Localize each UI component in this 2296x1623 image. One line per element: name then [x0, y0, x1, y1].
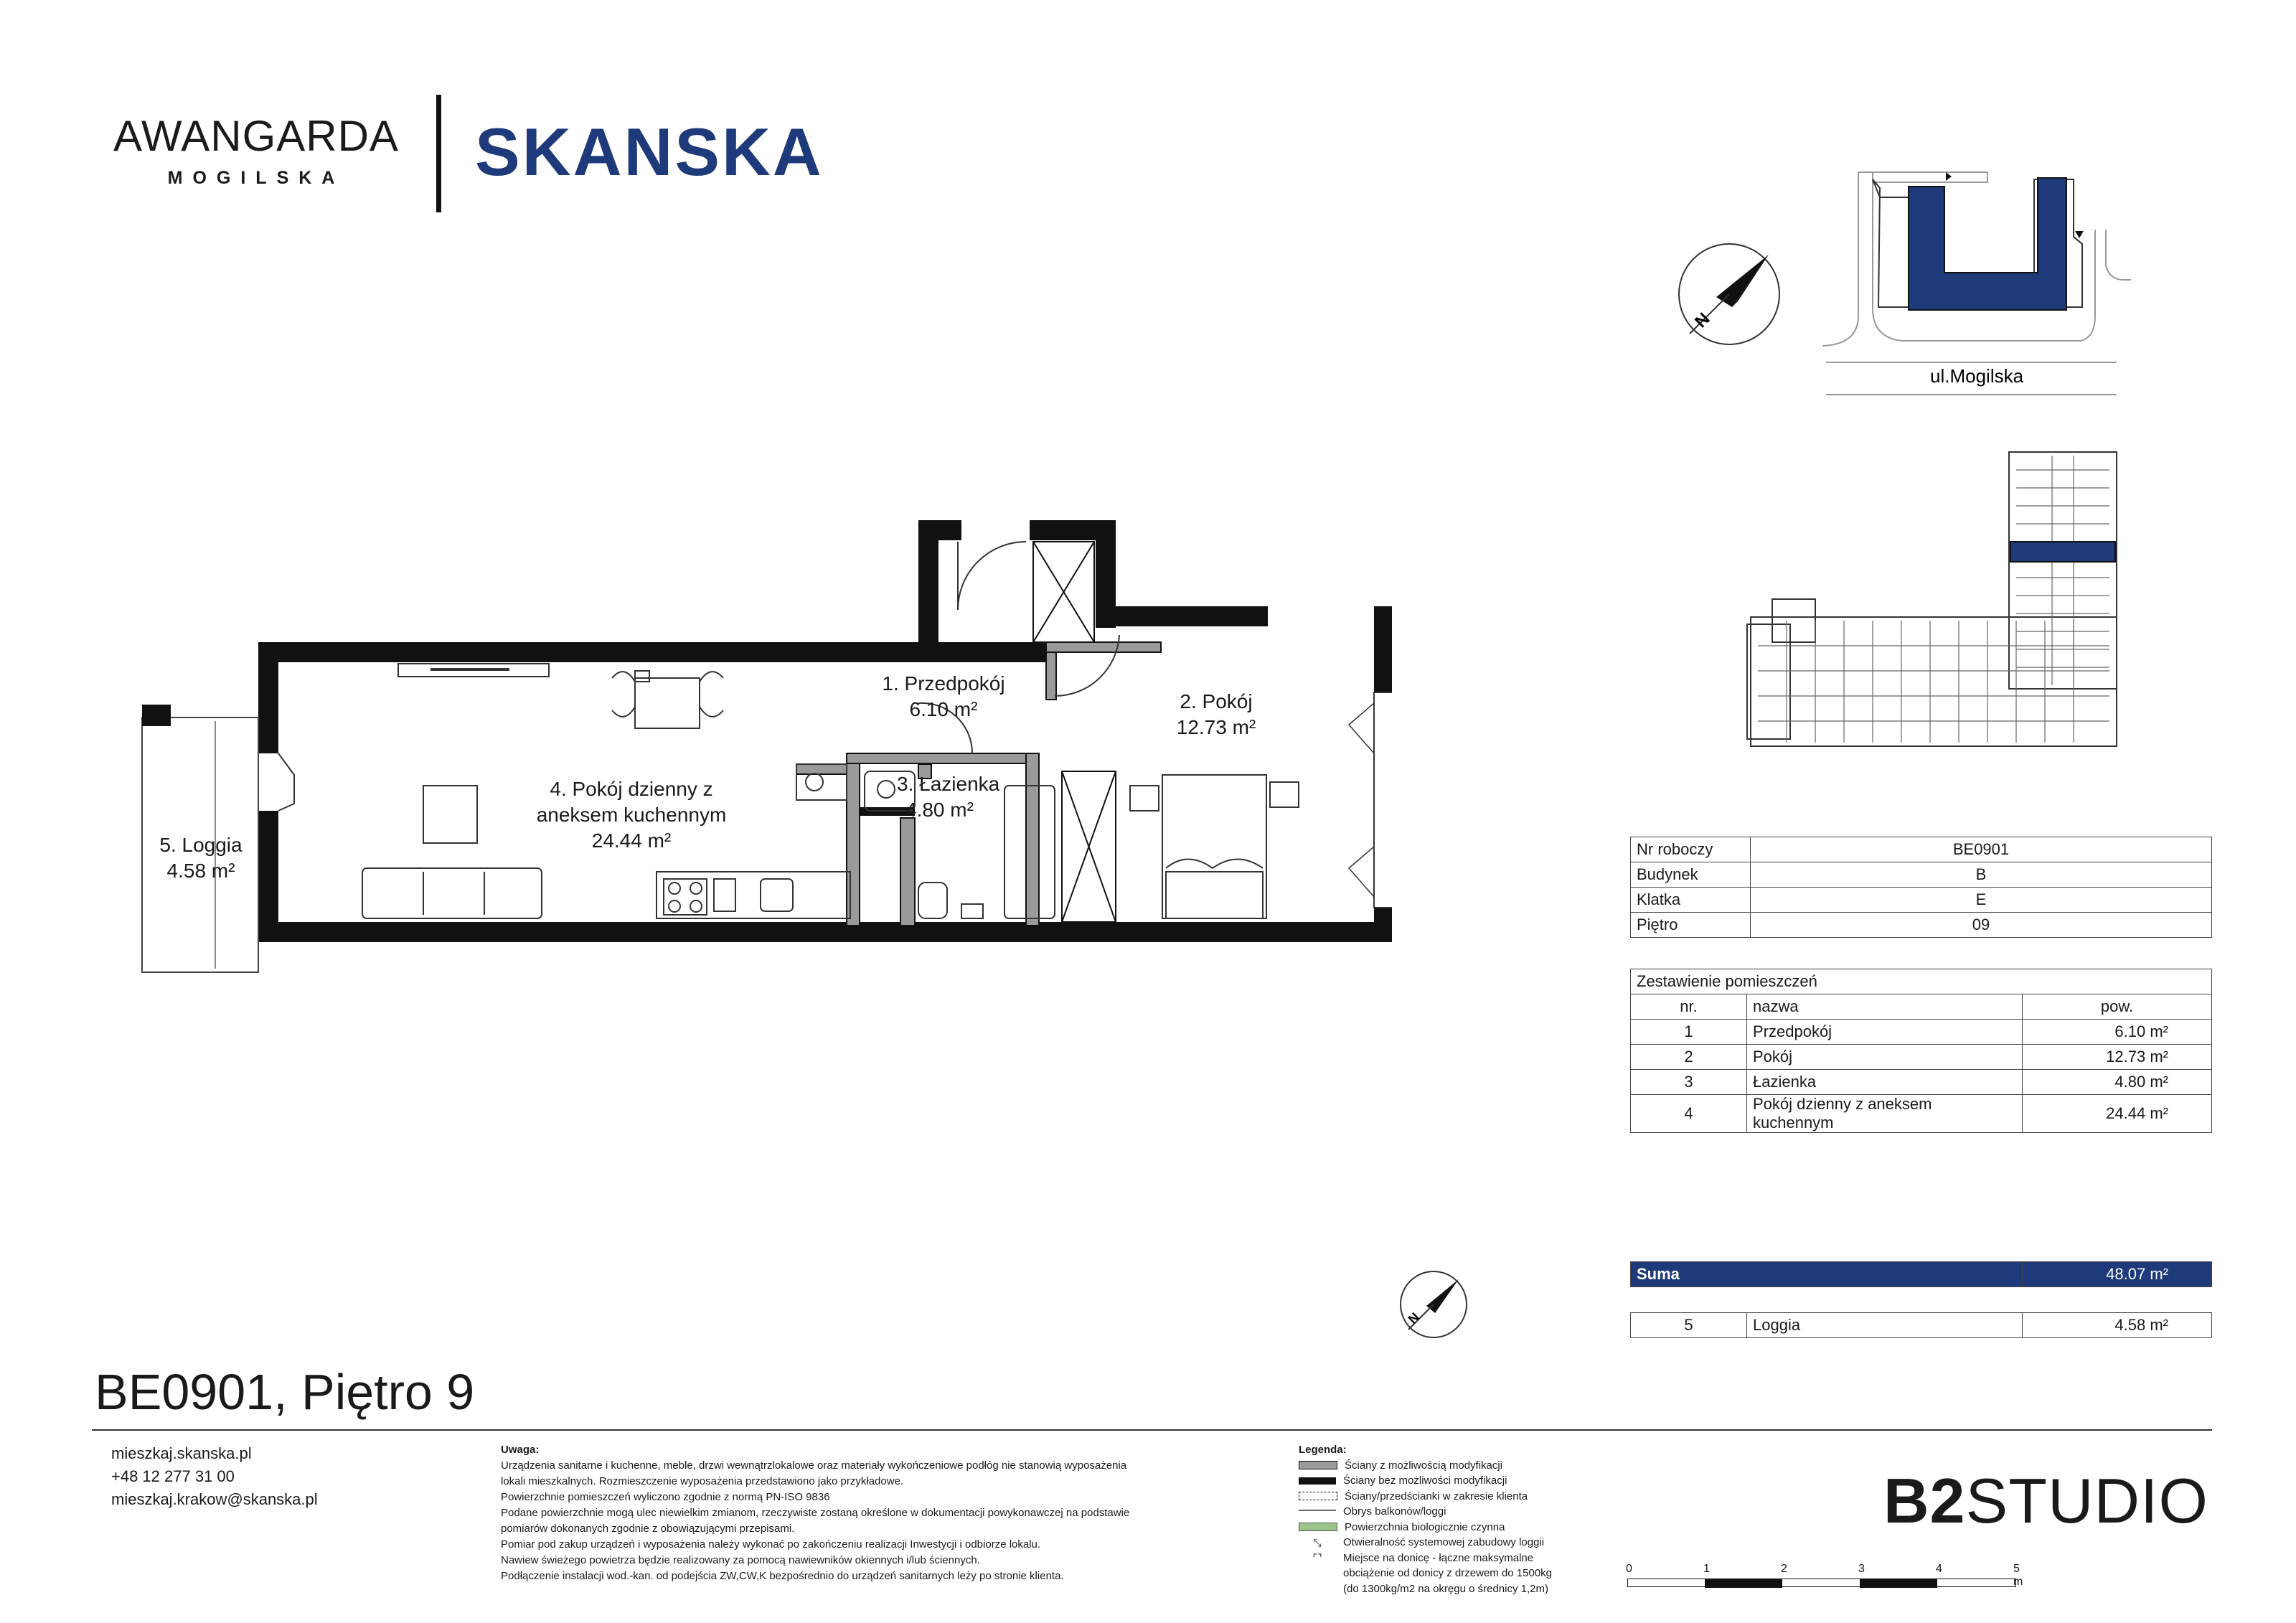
client-wall-swatch-icon: [1299, 1492, 1337, 1500]
scale-track: [1627, 1579, 2016, 1587]
sum-value: 48.07 m²: [2023, 1262, 2212, 1287]
website-link[interactable]: mieszkaj.skanska.pl: [111, 1444, 252, 1462]
studio-rest: STUDIO: [1965, 1465, 2208, 1536]
apartment-highlight: [2010, 542, 2115, 562]
cell-nr: 4: [1631, 1095, 1747, 1133]
room-label-pokoj-dzienny: [502, 776, 761, 854]
north-compass-icon: [1679, 244, 1779, 344]
notice-line: pomiarów dokonanych zgodnie z obowiązującymi przepisami.: [501, 1523, 795, 1535]
legend-item: Ściany z możliwością modyfikacji: [1345, 1459, 1503, 1472]
legend-item: Obrys balkonów/loggi: [1343, 1505, 1446, 1518]
scale-label-4: 4: [1936, 1563, 1942, 1575]
balcony-outline-swatch-icon: [1299, 1510, 1336, 1514]
notice-heading: Uwaga:: [501, 1444, 540, 1456]
loggia-opening-icon: ⤡: [1313, 1536, 1322, 1548]
room-area: 4.80 m²: [905, 799, 974, 821]
rooms-table: [1630, 969, 2212, 1133]
cell-name: Przedpokój: [1747, 1020, 2023, 1045]
room-label-przedpokoj: [861, 671, 1026, 723]
fixed-wall-swatch-icon: [1299, 1477, 1336, 1485]
scale-bar: [1626, 1563, 2028, 1591]
meta-row: [1631, 888, 2212, 913]
meta-label: Klatka: [1631, 888, 1751, 913]
cell-name: Loggia: [1747, 1313, 2023, 1338]
room-name: 5. Loggia: [159, 834, 243, 856]
site-location-map: [1636, 158, 2138, 416]
cell-name: Łazienka: [1747, 1070, 2023, 1095]
cell-nr: 3: [1631, 1070, 1747, 1095]
legend-item: Otwieralność systemowej zabudowy loggii: [1343, 1536, 1545, 1548]
page-title: BE0901, Piętro 9: [95, 1364, 475, 1420]
scale-label-1: 1: [1703, 1563, 1710, 1575]
room-label-loggia: [144, 832, 258, 884]
notice-line: Podane powierzchnie mogą ulec niewielkim zmianom, rzeczywiste zostaną określone w dokumentacji powykonawczej na podstawie: [501, 1507, 1130, 1519]
cell-nr: 2: [1631, 1045, 1747, 1070]
cell-nr: 5: [1631, 1313, 1747, 1338]
legend-spacer: [1299, 1570, 1336, 1577]
rooms-table-title: Zestawienie pomieszczeń: [1631, 969, 2212, 994]
street-label: ul.Mogilska: [1930, 365, 2024, 387]
scale-segment: [1705, 1579, 1782, 1588]
header-area: pow.: [2023, 994, 2212, 1020]
room-area: 6.10 m²: [909, 698, 978, 720]
legend-item: obciążenie od donicy z drzewem do 1500kg: [1343, 1567, 1553, 1579]
sum-row: [1630, 1261, 2212, 1287]
meta-value: B: [1751, 862, 2212, 888]
notice-line: Podłączenie instalacji wod.-kan. od podejścia ZW,CW,K bezpośrednio do urządzeń sanitarnych leży po stronie klienta.: [501, 1570, 1064, 1582]
meta-label: Nr roboczy: [1631, 837, 1751, 862]
legend-item: Ściany/przedścianki w zakresie klienta: [1345, 1490, 1528, 1502]
legend-heading: Legenda:: [1299, 1444, 1347, 1456]
studio-bold: B2: [1883, 1465, 1966, 1536]
cell-nr: 1: [1631, 1020, 1747, 1045]
modifiable-wall-swatch-icon: [1299, 1461, 1337, 1469]
cell-area: 24.44 m²: [2023, 1095, 2212, 1133]
meta-label: Piętro: [1631, 913, 1751, 938]
cell-area: 4.80 m²: [2023, 1070, 2212, 1095]
room-name: 3. Łazienka: [897, 773, 1000, 795]
skanska-logo: SKANSKA: [475, 114, 824, 189]
planter-icon: ⌜⌝: [1312, 1552, 1322, 1564]
green-area-swatch-icon: [1299, 1523, 1337, 1531]
table-row: [1631, 1095, 2212, 1133]
meta-value: 09: [1751, 913, 2212, 938]
cell-area: 4.58 m²: [2023, 1313, 2212, 1338]
building-key-plan: [1744, 448, 2131, 786]
legend-block: [1299, 1442, 1629, 1596]
meta-value: BE0901: [1751, 837, 2212, 862]
notice-line: Pomiar pod zakup urządzeń i wyposażenia należy wykonać po zakończeniu realizacji Inwestycji i odbiorze lokalu.: [501, 1538, 1041, 1551]
table-row: [1631, 1070, 2212, 1095]
meta-row: [1631, 862, 2212, 888]
header-name: nazwa: [1747, 994, 2023, 1020]
svg-text:N: N: [1691, 309, 1714, 332]
scale-segment: [1860, 1579, 1937, 1588]
room-name-line1: 4. Pokój dzienny z: [550, 778, 713, 800]
logo-divider: [436, 95, 441, 212]
scale-label-3: 3: [1858, 1563, 1865, 1575]
sum-label: Suma: [1631, 1262, 2023, 1287]
svg-text:N: N: [1405, 1309, 1423, 1327]
apartment-meta-table: [1630, 837, 2212, 938]
legend-item: (do 1300kg/m2 na okręgu o średnicy 1,2m): [1343, 1582, 1548, 1595]
meta-row: [1631, 913, 2212, 938]
notice-line: lokali mieszkalnych. Rozmieszczenie wyposażenia przedstawiono jako przykładowe.: [501, 1475, 904, 1487]
scale-label-0: 0: [1626, 1563, 1632, 1575]
meta-label: Budynek: [1631, 862, 1751, 888]
phone-number: +48 12 277 31 00: [111, 1467, 235, 1485]
loggia-row: [1630, 1312, 2212, 1338]
scale-label-2: 2: [1781, 1563, 1787, 1575]
legend-item: Ściany bez możliwości modyfikacji: [1343, 1474, 1507, 1487]
room-name-line2: aneksem kuchennym: [536, 804, 727, 826]
table-row: [1631, 1020, 2212, 1045]
scale-label-5: 5 m: [2013, 1563, 2023, 1588]
room-name: 2. Pokój: [1180, 690, 1253, 712]
table-row: [1631, 1045, 2212, 1070]
notice-block: [501, 1442, 1218, 1584]
cell-area: 6.10 m²: [2023, 1020, 2212, 1045]
notice-line: Urządzenia sanitarne i kuchenne, meble, drzwi wewnątrzlokalowe oraz materiały wykończeniowe podłóg nie stanowią wyposażenia: [501, 1459, 1127, 1472]
legend-spacer: [1299, 1585, 1336, 1592]
north-compass-small-icon: [1398, 1269, 1469, 1340]
room-name: 1. Przedpokój: [882, 672, 1005, 695]
cell-name: Pokój dzienny z aneksem kuchennym: [1747, 1095, 2023, 1133]
meta-value: E: [1751, 888, 2212, 913]
notice-line: Powierzchnie pomieszczeń wyliczono zgodnie z normą PN-ISO 9836: [501, 1491, 830, 1503]
cell-area: 12.73 m²: [2023, 1045, 2212, 1070]
brand-sub: MOGILSKA: [167, 168, 345, 188]
room-area: 12.73 m²: [1176, 716, 1256, 738]
brand-name: AWANGARDA: [113, 112, 399, 160]
divider: [92, 1429, 2212, 1431]
header-nr: nr.: [1631, 994, 1747, 1020]
room-label-pokoj: [1126, 689, 1306, 740]
floor-plan: [129, 517, 1392, 983]
b2studio-logo: [1883, 1465, 2208, 1536]
legend-item: Miejsce na donicę - łączne maksymalne: [1343, 1551, 1534, 1564]
room-area: 4.58 m²: [166, 860, 235, 882]
notice-line: Nawiew świeżego powietrza będzie realizowany za pomocą nawiewników okiennych i/lub ściennych.: [501, 1554, 980, 1566]
awangarda-logo: [102, 112, 410, 189]
rooms-table-header: [1631, 994, 2212, 1020]
room-label-lazienka: [868, 771, 1012, 823]
legend-item: Powierzchnia biologicznie czynna: [1345, 1520, 1505, 1533]
email-link[interactable]: mieszkaj.krakow@skanska.pl: [111, 1490, 318, 1508]
contact-block: [111, 1442, 318, 1511]
meta-row: [1631, 837, 2212, 862]
cell-name: Pokój: [1747, 1045, 2023, 1070]
room-area: 24.44 m²: [591, 829, 672, 852]
